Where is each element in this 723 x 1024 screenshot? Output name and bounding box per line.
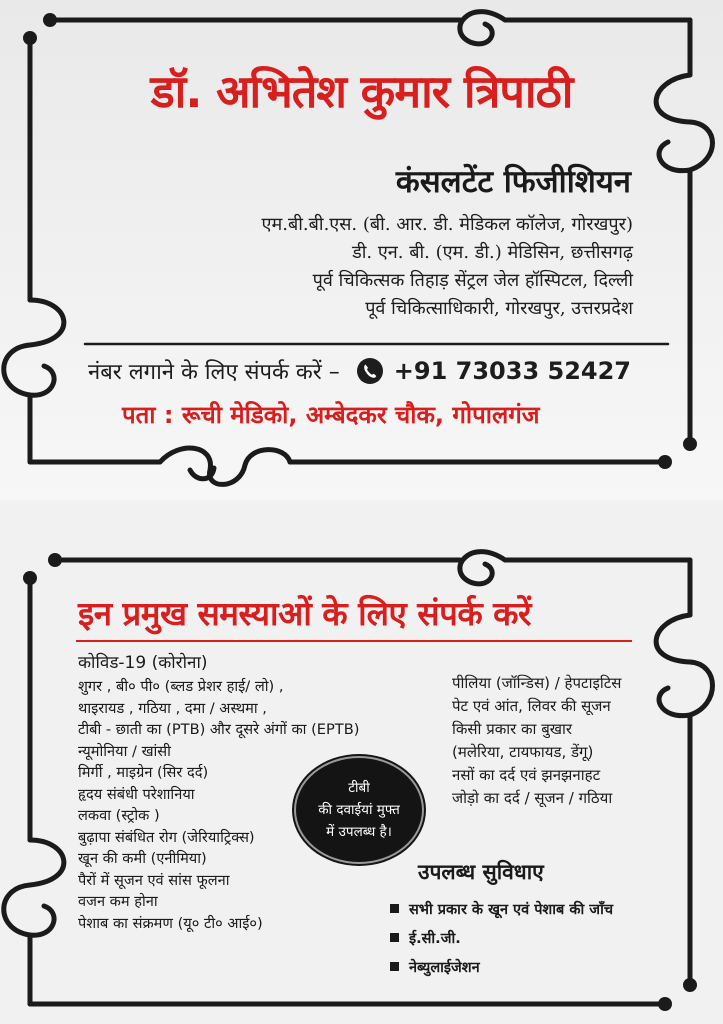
list-item: नसों का दर्द एवं झनझनाहट (452, 766, 601, 784)
list-item (390, 954, 613, 983)
free-tb-medicine-badge (294, 756, 424, 864)
phone-icon (357, 358, 383, 384)
list-item: जोड़ो का दर्द / सूजन / गठिया (452, 789, 613, 807)
list-item: (मलेरिया, टायफायड, डेंगू) (452, 743, 594, 761)
list-item: हृदय संबंधी परेशानिया (78, 785, 195, 803)
list-item: बुढ़ापा संबंधित रोग (जेरियाट्रिक्स) (78, 828, 255, 846)
list-item: कोविड-19 (कोरोना) (78, 653, 208, 673)
qualification-line: पूर्व चिकित्साधिकारी, गोरखपुर, उत्तरप्रदेश (365, 298, 633, 319)
list-item: किसी प्रकार का बुखार (452, 720, 573, 738)
contact-label: नंबर लगाने के लिए संपर्क करें – (88, 360, 340, 385)
list-item: न्यूमोनिया / खांसी (78, 742, 171, 760)
bullet-square-icon (390, 933, 399, 942)
list-item: खून की कमी (एनीमिया) (78, 850, 207, 867)
badge-line: की दवाईयां मुफ्त (318, 802, 400, 818)
heading-divider (76, 640, 632, 642)
list-item: वजन कम होना (78, 893, 158, 910)
bullet-square-icon (390, 962, 399, 971)
list-item: टीबी - छाती का (PTB) और दूसरे अंगों का (EPTB) (78, 721, 360, 738)
list-item: पेट एवं आंत, लिवर की सूजन (452, 697, 611, 715)
facilities-heading: उपलब्ध सुविधाए (418, 860, 544, 884)
facility-label: सभी प्रकार के खून एवं पेशाब की जाँच (409, 902, 614, 918)
facility-label: ई.सी.जी. (409, 931, 461, 947)
clinic-address: पता : रूची मेडिको, अम्बेदकर चौक, गोपालगंज (122, 401, 540, 429)
list-item: थाइरायड , गठिया , दमा / अस्थमा , (78, 699, 267, 717)
list-item (390, 925, 613, 954)
list-item: लकवा (स्ट्रोक ) (78, 807, 160, 824)
bullet-square-icon (390, 904, 399, 913)
qualification-line: पूर्व चिकित्सक तिहाड़ सेंट्रल जेल हॉस्पिटल, दिल्ली (312, 270, 633, 291)
list-item: शुगर , बी० पी० (ब्लड प्रेशर हाई/ लो) , (78, 678, 284, 695)
doctor-name: डॉ. अभितेश कुमार त्रिपाठी (150, 65, 573, 118)
qualification-line: एम.बी.बी.एस. (बी. आर. डी. मेडिकल कॉलेज, गोरखपुर) (261, 214, 633, 235)
list-item: पीलिया (जॉन्डिस) / हेपटाइटिस (452, 674, 622, 692)
badge-line: टीबी (348, 780, 370, 796)
list-item: मिर्गी , माइग्रेन (सिर दर्द) (78, 764, 209, 781)
contact-row (88, 356, 631, 386)
facility-label: नेब्युलाईजेशन (409, 960, 480, 976)
list-item: पैरों में सूजन एवं सांस फूलना (78, 871, 230, 889)
problems-heading: इन प्रमुख समस्याओं के लिए संपर्क करें (78, 594, 531, 633)
qualification-line: डी. एन. बी. (एम. डी.) मेडिसिन, छत्तीसगढ़ (352, 242, 633, 263)
phone-number[interactable]: +91 73033 52427 (393, 357, 631, 385)
problems-list-right (452, 672, 621, 810)
doctor-title: कंसलटेंट फिजीशियन (395, 164, 631, 200)
badge-line: में उपलब्ध है। (326, 824, 392, 840)
list-item (390, 896, 613, 925)
facilities-list (390, 896, 613, 983)
list-item: पेशाब का संक्रमण (यू० टी० आई०) (78, 914, 263, 932)
